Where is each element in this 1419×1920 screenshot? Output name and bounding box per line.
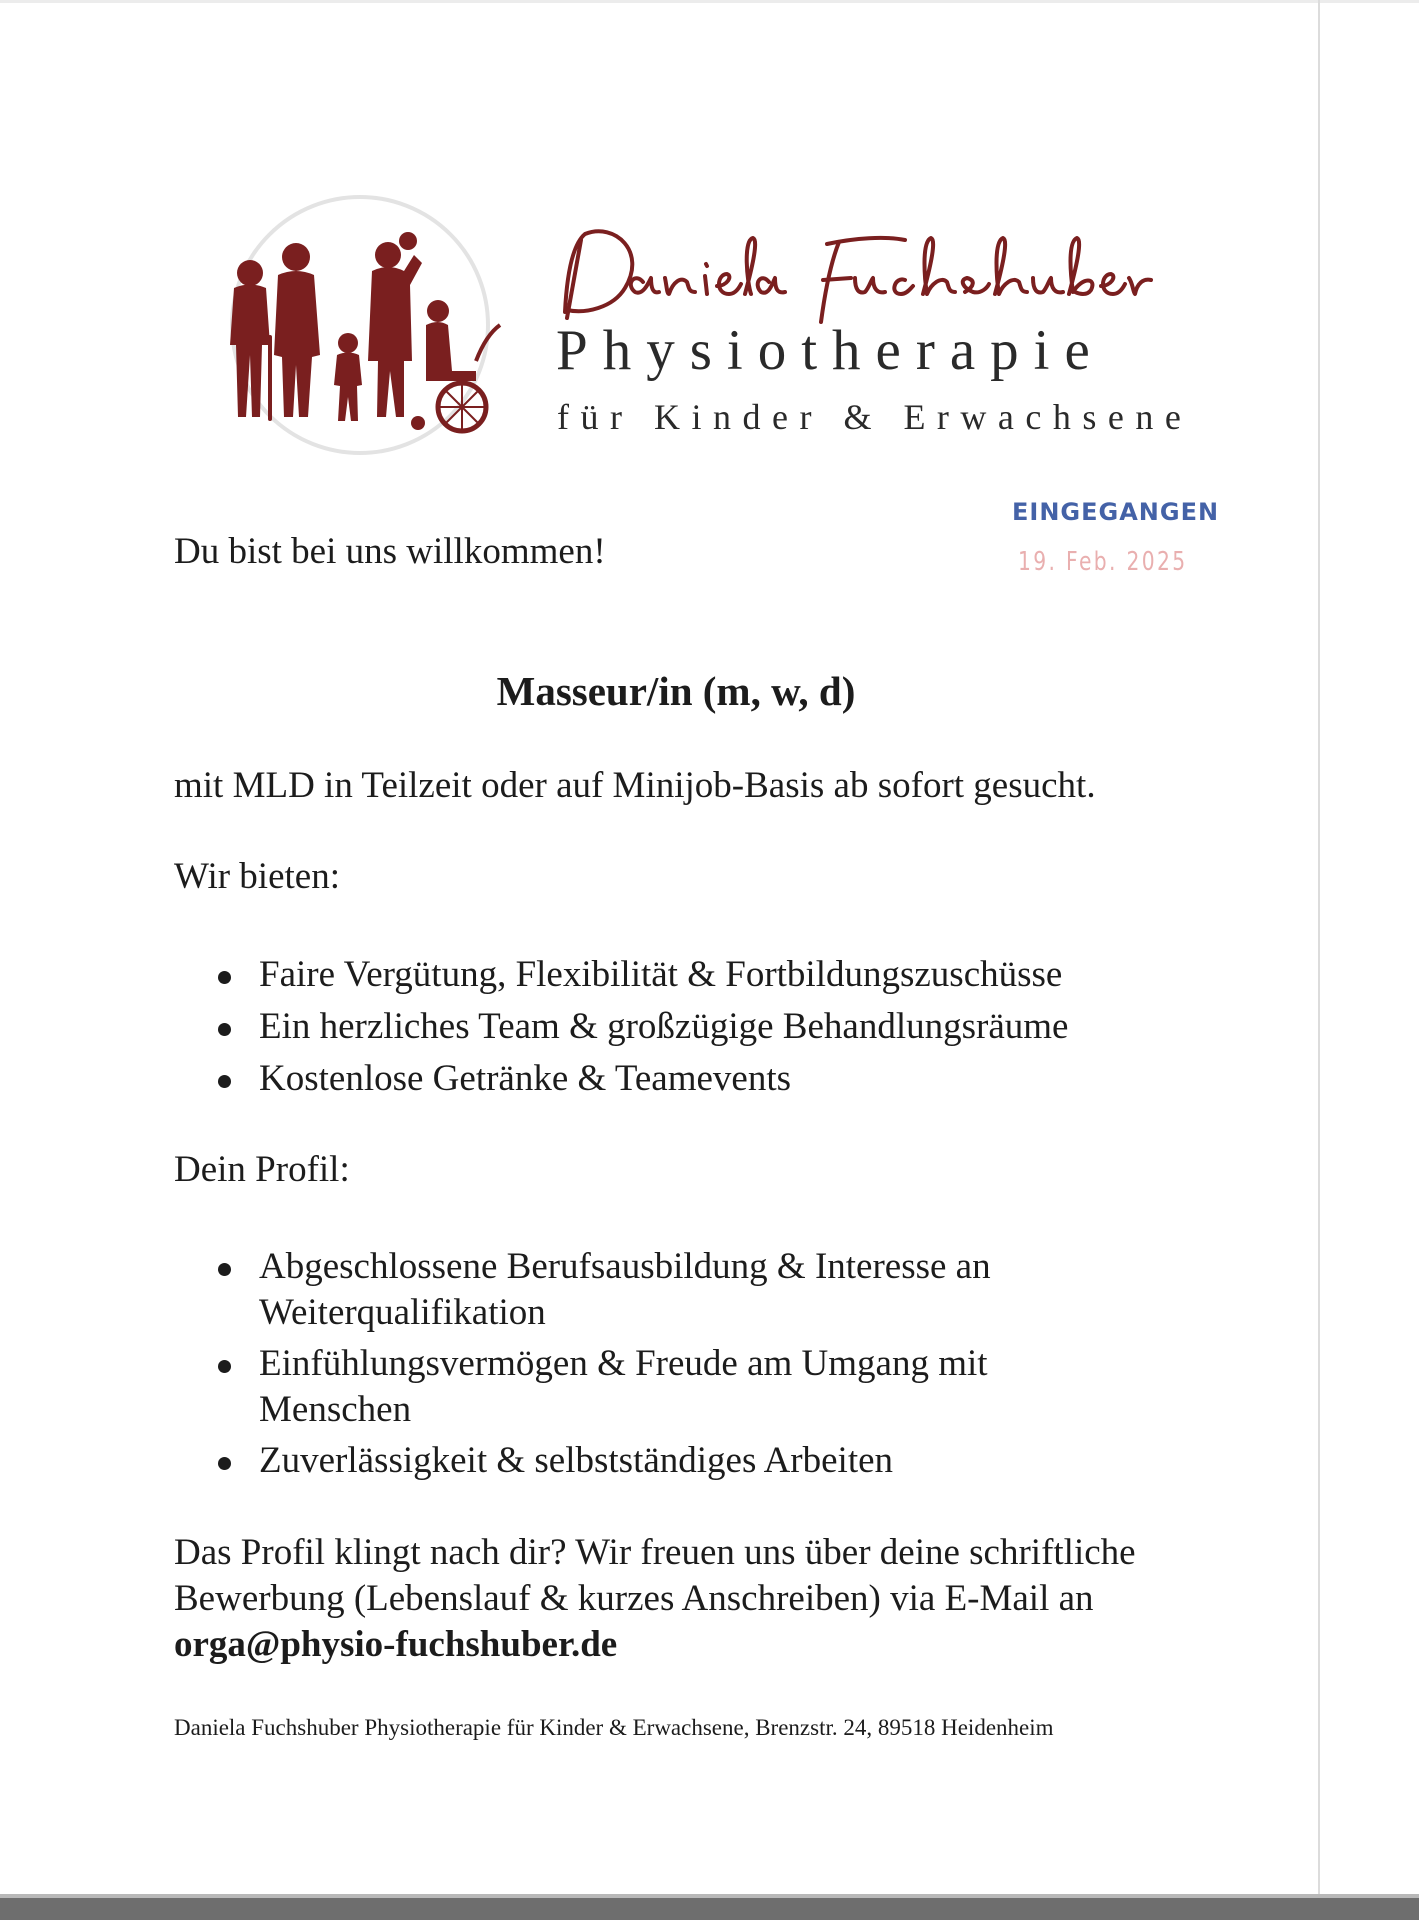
bullet-icon bbox=[218, 1263, 231, 1276]
profile-list bbox=[0, 1244, 991, 1489]
profile-heading: Dein Profil: bbox=[174, 1149, 350, 1190]
brand-subtitle: für Kinder & Erwachsene bbox=[557, 397, 1193, 437]
profile-item-line1: Einfühlungsvermögen & Freude am Umgang mit bbox=[259, 1343, 988, 1384]
offer-item-text: Faire Vergütung, Flexibilität & Fortbildungszuschüsse bbox=[259, 954, 1063, 995]
job-title: Masseur/in (m, w, d) bbox=[496, 668, 856, 714]
offer-item bbox=[0, 1056, 1068, 1102]
received-stamp-title: EINGEGANGEN bbox=[1012, 498, 1220, 526]
family-silhouette-logo bbox=[200, 185, 510, 475]
bullet-icon bbox=[218, 971, 231, 984]
brand-title: Physiotherapie bbox=[556, 319, 1105, 382]
profile-item bbox=[0, 1244, 991, 1336]
job-intro: mit MLD in Teilzeit oder auf Minijob-Basis ab sofort gesucht. bbox=[174, 765, 1096, 806]
scan-edge-top bbox=[0, 0, 1419, 3]
profile-item-line2: Weiterqualifikation bbox=[259, 1292, 546, 1333]
profile-item-line2: Menschen bbox=[259, 1389, 412, 1430]
closing-text: Das Profil klingt nach dir? Wir freuen uns über deine schriftliche Bewerbung (Lebenslauf & kurzes Anschreiben) via E-Mail an bbox=[174, 1532, 1136, 1619]
bullet-icon bbox=[218, 1457, 231, 1470]
offer-list bbox=[0, 952, 1068, 1108]
profile-item-line1: Zuverlässigkeit & selbstständiges Arbeiten bbox=[259, 1440, 894, 1481]
offer-item-text: Kostenlose Getränke & Teamevents bbox=[259, 1058, 792, 1099]
offer-heading: Wir bieten: bbox=[174, 856, 340, 897]
scan-edge-right bbox=[1318, 0, 1320, 1898]
footer-address: Daniela Fuchshuber Physiotherapie für Kinder & Erwachsene, Brenzstr. 24, 89518 Heidenheim bbox=[174, 1715, 1054, 1740]
signature-logo bbox=[555, 222, 1155, 332]
profile-item bbox=[0, 1341, 991, 1433]
offer-item bbox=[0, 952, 1068, 998]
profile-item-line1: Abgeschlossene Berufsausbildung & Interesse an bbox=[259, 1246, 991, 1287]
received-stamp-date: 19. Feb. 2025 bbox=[1018, 547, 1188, 577]
scan-bottom-border bbox=[0, 1898, 1419, 1920]
silhouette-figures bbox=[230, 232, 500, 431]
bullet-icon bbox=[218, 1075, 231, 1088]
greeting: Du bist bei uns willkommen! bbox=[174, 531, 606, 572]
bullet-icon bbox=[218, 1023, 231, 1036]
bullet-icon bbox=[218, 1360, 231, 1373]
contact-email[interactable]: orga@physio-fuchshuber.de bbox=[174, 1624, 618, 1665]
profile-item bbox=[0, 1438, 991, 1484]
offer-item-text: Ein herzliches Team & großzügige Behandlungsräume bbox=[259, 1006, 1069, 1047]
offer-item bbox=[0, 1004, 1068, 1050]
